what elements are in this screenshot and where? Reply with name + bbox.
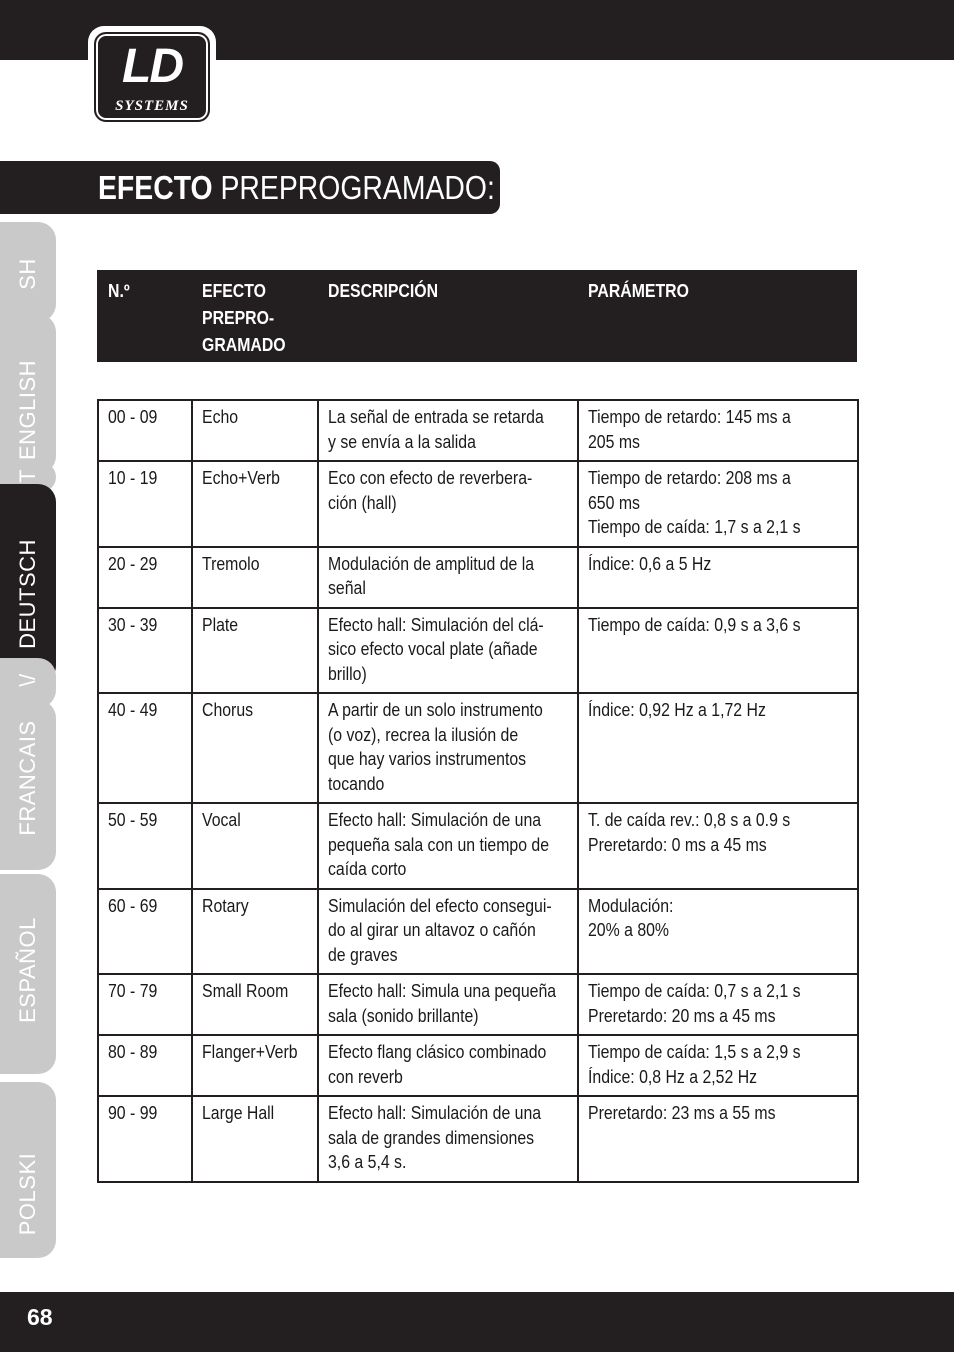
- cell-number-text: 80 - 89: [108, 1042, 158, 1062]
- cell-description-line: señal: [328, 578, 366, 598]
- tab-label: \/: [15, 673, 40, 687]
- cell-number-text: 30 - 39: [108, 614, 158, 635]
- cell-parameter-line: Tiempo de caída: 0,7 s a 2,1 s: [588, 981, 801, 1001]
- page-title: [98, 165, 495, 211]
- cell-number: [98, 693, 192, 803]
- table-row: [98, 461, 858, 547]
- cell-description: [318, 547, 578, 608]
- cell-parameter: [578, 803, 858, 889]
- cell-number: [98, 547, 192, 608]
- cell-parameter-lines: [588, 979, 801, 1028]
- cell-number: [98, 803, 192, 889]
- cell-effect-name-text: Tremolo: [202, 553, 260, 574]
- cell-number: [98, 1096, 192, 1182]
- cell-description-line: Efecto hall: Simulación de una: [328, 1103, 542, 1123]
- tab-label: SH: [15, 258, 40, 290]
- cell-parameter-lines: [588, 466, 801, 540]
- logo-main-text: LD: [122, 40, 182, 93]
- cell-effect-name: [192, 608, 318, 694]
- cell-effect-name-text: Small Room: [202, 981, 289, 1001]
- cell-description-line: y se envía a la salida: [328, 431, 476, 452]
- tab-label: FRANCAIS: [15, 720, 40, 836]
- cell-effect-name: [192, 693, 318, 803]
- cell-effect-name: [192, 1035, 318, 1096]
- header-num: N.º: [108, 281, 130, 301]
- cell-number-text: 60 - 69: [108, 895, 158, 916]
- cell-parameter-lines: [588, 613, 801, 638]
- cell-description-line: ción (hall): [328, 492, 397, 513]
- tab-label: DEUTSCH: [15, 539, 40, 649]
- cell-description-lines: [328, 979, 556, 1028]
- cell-description-lines: [328, 1101, 541, 1175]
- cell-parameter-line: Modulación:: [588, 895, 674, 916]
- cell-description-line: sico efecto vocal plate (añade: [328, 639, 538, 659]
- cell-parameter-line: Índice: 0,8 Hz a 2,52 Hz: [588, 1066, 758, 1087]
- cell-parameter: [578, 400, 858, 461]
- cell-parameter-line: Tiempo de retardo: 145 ms a: [588, 407, 791, 427]
- header-effect-line: GRAMADO: [202, 335, 286, 355]
- cell-effect-name: [192, 803, 318, 889]
- cell-parameter-line: T. de caída rev.: 0,8 s a 0.9 s: [588, 810, 791, 830]
- cell-parameter-lines: [588, 405, 791, 454]
- tab-label: T: [15, 469, 40, 483]
- cell-effect-name: [192, 400, 318, 461]
- cell-description-lines: [328, 405, 544, 454]
- cell-number-text: 00 - 09: [108, 407, 158, 427]
- language-sidebar: [0, 222, 58, 1258]
- table-row: [98, 547, 858, 608]
- cell-parameter-line: Preretardo: 23 ms a 55 ms: [588, 1103, 776, 1123]
- cell-number: [98, 608, 192, 694]
- cell-parameter-line: Tiempo de caída: 1,7 s a 2,1 s: [588, 517, 801, 537]
- cell-parameter-line: 205 ms: [588, 431, 640, 452]
- cell-description-line: La señal de entrada se retarda: [328, 407, 544, 427]
- cell-parameter-line: Preretardo: 20 ms a 45 ms: [588, 1005, 776, 1026]
- cell-effect-name: [192, 547, 318, 608]
- title-bold: EFECTO: [98, 169, 213, 206]
- cell-description-line: sala de grandes dimensiones: [328, 1127, 535, 1148]
- cell-description-line: Efecto flang clásico combinado: [328, 1042, 547, 1062]
- cell-description-line: brillo): [328, 663, 367, 684]
- cell-description-line: Efecto hall: Simula una pequeña: [328, 981, 557, 1001]
- table-row: [98, 889, 858, 975]
- cell-parameter-lines: [588, 552, 711, 577]
- cell-description: [318, 608, 578, 694]
- cell-number: [98, 974, 192, 1035]
- cell-description-line: (o voz), recrea la ilusión de: [328, 724, 519, 745]
- table-row: [98, 803, 858, 889]
- tab-label: POLSKI: [15, 1152, 40, 1236]
- cell-effect-name: [192, 974, 318, 1035]
- cell-parameter-lines: [588, 894, 673, 943]
- cell-parameter-line: 650 ms: [588, 492, 640, 513]
- header-parameter: PARÁMETRO: [588, 281, 689, 301]
- cell-parameter-line: Tiempo de caída: 1,5 s a 2,9 s: [588, 1042, 801, 1062]
- cell-parameter: [578, 889, 858, 975]
- table-row: [98, 693, 858, 803]
- brand-logo: [88, 26, 216, 128]
- tab-english[interactable]: [0, 314, 56, 474]
- table-row: [98, 1035, 858, 1096]
- table-header: [97, 270, 857, 362]
- tab-deutsch[interactable]: [0, 484, 56, 687]
- cell-parameter: [578, 608, 858, 694]
- cell-effect-name-text: Echo: [202, 407, 239, 427]
- cell-number: [98, 1035, 192, 1096]
- cell-description: [318, 693, 578, 803]
- tab-francais[interactable]: [0, 700, 56, 870]
- cell-parameter-lines: [588, 698, 766, 723]
- table-row: [98, 608, 858, 694]
- cell-description-line: A partir de un solo instrumento: [328, 700, 543, 720]
- tab-partial-sh[interactable]: [0, 222, 56, 322]
- cell-description-line: caída corto: [328, 859, 407, 879]
- cell-description-line: Simulación del efecto consegui-: [328, 895, 552, 916]
- cell-parameter: [578, 547, 858, 608]
- cell-effect-name: [192, 889, 318, 975]
- cell-description-line: 3,6 a 5,4 s.: [328, 1152, 407, 1172]
- cell-description-line: do al girar un altavoz o cañón: [328, 920, 536, 940]
- cell-effect-name-text: Echo+Verb: [202, 468, 280, 488]
- tab-polski[interactable]: [0, 1082, 56, 1258]
- cell-parameter: [578, 974, 858, 1035]
- cell-effect-name-text: Chorus: [202, 700, 254, 720]
- tab-label: ENGLISH: [15, 359, 40, 461]
- cell-description: [318, 803, 578, 889]
- header-effect-line: EFECTO: [202, 281, 266, 301]
- page-number: 68: [27, 1304, 53, 1330]
- table-row: [98, 400, 858, 461]
- effects-table: [97, 399, 859, 1183]
- cell-description: [318, 461, 578, 547]
- cell-description-lines: [328, 808, 549, 882]
- logo-badge: [94, 32, 210, 122]
- cell-description: [318, 1035, 578, 1096]
- header-description: DESCRIPCIÓN: [328, 281, 439, 301]
- cell-effect-name: [192, 461, 318, 547]
- cell-description-line: tocando: [328, 773, 385, 794]
- cell-number-text: 40 - 49: [108, 700, 158, 720]
- tab-espanol[interactable]: [0, 874, 56, 1074]
- cell-description-line: Efecto hall: Simulación del clá-: [328, 614, 544, 635]
- cell-description-line: que hay varios instrumentos: [328, 749, 527, 769]
- title-rest: PREPROGRAMADO:: [220, 169, 495, 206]
- cell-description-line: Eco con efecto de reverbera-: [328, 468, 533, 488]
- table-row: [98, 974, 858, 1035]
- cell-parameter: [578, 693, 858, 803]
- cell-description-lines: [328, 613, 544, 687]
- cell-number-text: 50 - 59: [108, 810, 158, 830]
- cell-description-line: de graves: [328, 944, 398, 965]
- cell-parameter-line: Índice: 0,6 a 5 Hz: [588, 553, 712, 574]
- cell-number: [98, 889, 192, 975]
- cell-description-lines: [328, 1040, 546, 1089]
- cell-number: [98, 400, 192, 461]
- cell-parameter-lines: [588, 1101, 776, 1126]
- cell-parameter-line: Tiempo de caída: 0,9 s a 3,6 s: [588, 614, 801, 635]
- cell-description-line: Efecto hall: Simulación de una: [328, 810, 542, 830]
- cell-description: [318, 1096, 578, 1182]
- cell-description-lines: [328, 894, 552, 968]
- cell-parameter: [578, 1035, 858, 1096]
- footer-bar: [0, 1292, 954, 1352]
- table-row: [98, 1096, 858, 1182]
- cell-parameter: [578, 461, 858, 547]
- cell-effect-name-text: Rotary: [202, 895, 249, 916]
- cell-number-text: 70 - 79: [108, 981, 158, 1001]
- header-effect: [202, 278, 286, 359]
- cell-description-line: sala (sonido brillante): [328, 1005, 479, 1026]
- cell-effect-name-text: Large Hall: [202, 1103, 275, 1123]
- cell-number: [98, 461, 192, 547]
- cell-description: [318, 889, 578, 975]
- tab-label: ESPAÑOL: [15, 917, 40, 1023]
- cell-parameter: [578, 1096, 858, 1182]
- cell-number-text: 90 - 99: [108, 1103, 158, 1123]
- cell-description-line: pequeña sala con un tiempo de: [328, 834, 550, 855]
- header-effect-line: PREPRO-: [202, 308, 275, 328]
- cell-effect-name: [192, 1096, 318, 1182]
- cell-description: [318, 974, 578, 1035]
- cell-description-lines: [328, 552, 534, 601]
- cell-description-lines: [328, 698, 543, 796]
- cell-parameter-lines: [588, 808, 790, 857]
- cell-parameter-lines: [588, 1040, 801, 1089]
- cell-parameter-line: Índice: 0,92 Hz a 1,72 Hz: [588, 700, 766, 720]
- cell-effect-name-text: Plate: [202, 614, 239, 635]
- cell-parameter-line: 20% a 80%: [588, 920, 670, 940]
- cell-effect-name-text: Vocal: [202, 810, 241, 830]
- cell-number-text: 10 - 19: [108, 468, 158, 488]
- cell-parameter-line: Preretardo: 0 ms a 45 ms: [588, 834, 767, 855]
- cell-description-line: con reverb: [328, 1066, 403, 1087]
- cell-effect-name-text: Flanger+Verb: [202, 1042, 298, 1062]
- logo-sub-text: SYSTEMS: [115, 98, 189, 114]
- cell-description-line: Modulación de amplitud de la: [328, 553, 535, 574]
- cell-parameter-line: Tiempo de retardo: 208 ms a: [588, 468, 791, 488]
- cell-description-lines: [328, 466, 532, 515]
- cell-description: [318, 400, 578, 461]
- cell-number-text: 20 - 29: [108, 553, 158, 574]
